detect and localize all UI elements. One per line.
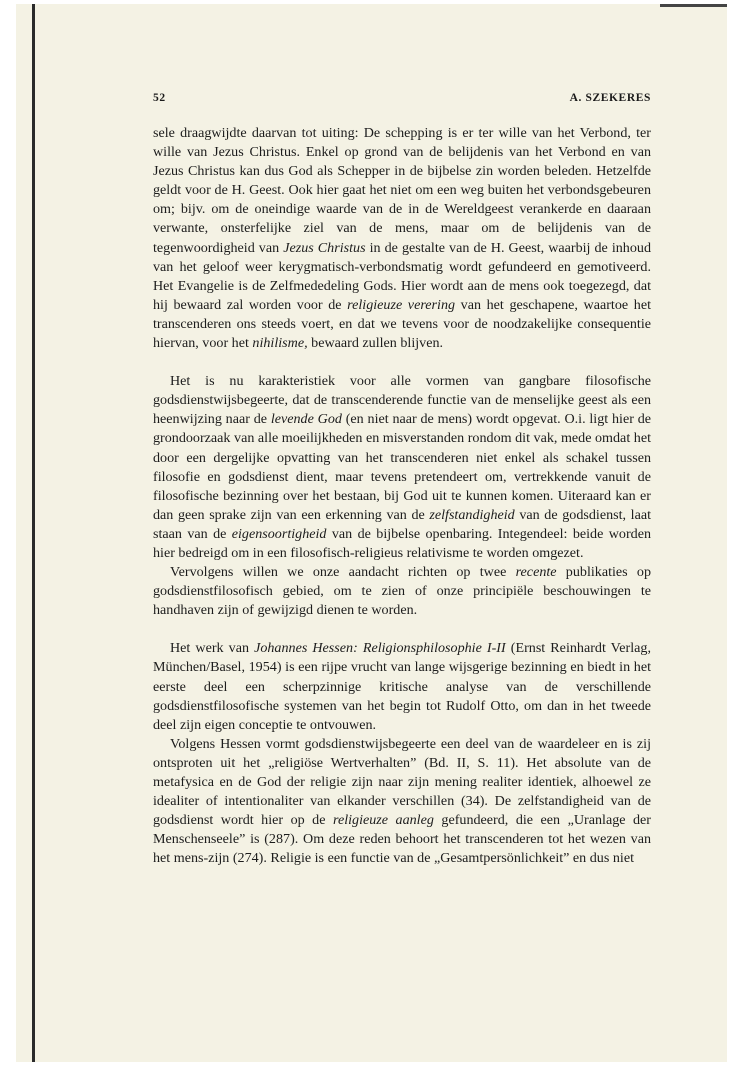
italic-run: recente xyxy=(515,564,557,581)
text-run: bewaard zullen blijven. xyxy=(307,335,444,352)
paragraph xyxy=(153,639,651,734)
running-author: A. SZEKERES xyxy=(569,92,651,104)
text-run: van het geschapene, waartoe het transcenderen ons steeds voert, en dat we tevens voor de noodzakelijke consequentie hiervan, voor het xyxy=(153,296,651,352)
text-run: in de gestalte van de H. Geest, waarbij de inhoud van het geloof weer kerygmatisch-verbondsmatig wordt gefundeerd en gemotiveerd. Het Evangelie is de Zelfmededeling Gods. Hier wordt aan de mens ook toegezegd, dat hij bewaard zal worden voor de xyxy=(153,239,651,313)
page-number: 52 xyxy=(153,92,166,104)
text-run: Het is nu karakteristiek voor alle vormen van gangbare filosofische godsdienstwijsbegeerte, dat de transcenderende functie van de menselijke geest als een heenwijzing naar de xyxy=(153,373,651,428)
text-run: gefundeerd, die een „Uranlage der Menschenseele” is (287). Om deze reden behoort het transcenderen tot het wezen van het mens-zijn (274). Religie is een functie van de „Gesamtpersönlichkeit” en dus niet xyxy=(153,812,651,867)
text-run: Vervolgens willen we onze aandacht richten op twee xyxy=(170,564,516,581)
text-run: van de bijbelse openbaring. Integendeel: beide worden hier bedreigd om in een filosofisch-religieus relativisme te worden omgezet. xyxy=(153,525,651,561)
italic-run: eigensoortigheid xyxy=(231,525,327,542)
paragraph xyxy=(153,124,651,353)
running-header xyxy=(153,92,651,108)
text-run: (Ernst Reinhardt Verlag, München/Basel, 1954) is een rijpe vrucht van lange wijsgerige bezinning en biedt in het eerste deel een scherpzinnige kritische analyse van de verschillende godsdienstfilosofische systemen van het begin tot Rudolf Otto, om dan in het tweede deel zijn eigen conceptie te ontvouwen. xyxy=(153,640,651,733)
scan-edge-left xyxy=(32,4,35,1062)
italic-run: Jezus Christus xyxy=(283,239,366,256)
text-run: van de godsdienst, laat staan van de xyxy=(153,506,652,542)
text-run: publikaties op godsdienstfilosofisch gebied, om te zien of onze principiële beschouwingen te handhaven zijn of gewijzigd dienen te worden. xyxy=(153,564,651,619)
text-run: Het werk van xyxy=(170,640,255,657)
italic-run: levende God xyxy=(270,411,342,428)
italic-run: Johannes Hessen: Religionsphilosophie I-II xyxy=(254,640,506,657)
scan-edge-top xyxy=(660,4,727,7)
italic-run: nihilisme, xyxy=(252,335,308,352)
text-run: sele draagwijdte daarvan tot uiting: De schepping is er ter wille van het Verbond, ter wille van Jezus Christus. Enkel op grond van de belijdenis van het Verbond en van Jezus Christus kan dus God als Schepper in de bijbelse zin worden beleden. Hetzelfde geldt voor de H. Geest. Ook hier gaat het niet om een weg buiten het verbondsgebeuren om; bijv. om de oneindige waarde van de in de Wereldgeest verankerde en daaraan verwante, onsterfelijke ziel van de mens, maar om de belijdenis van de tegenwoordigheid van xyxy=(153,125,651,256)
italic-run: religieuze aanleg xyxy=(332,812,434,829)
italic-run: religieuze verering xyxy=(347,296,456,313)
text-run: (en niet naar de mens) wordt opgevat. O.i. ligt hier de grondoorzaak van alle moeilijkheden en misverstanden rondom dit vak, mede omdat het door een dergelijke opvatting van het transcenderen niet enkel als schakel tussen filosofie en godsdienst dient, maar tevens pretendeert om, vertrekkende vanuit de filosofische bezinning over het bestaan, bij God uit te kunnen komen. Uiteraard kan er dan geen sprake zijn van een erkenning van de xyxy=(153,411,651,523)
body-text xyxy=(153,124,651,868)
paragraph xyxy=(153,735,651,869)
paragraph xyxy=(153,372,651,563)
text-run: Volgens Hessen vormt godsdienstwijsbegeerte een deel van de waardeleer en is zij ontsproten uit het „religiöse Wertverhalten” (Bd. II, S. 11). Het absolute van de metafysica en de God der religie zijn naar zijn mening realiter identiek, alhoewel ze idealiter of intentionaliter van elkander verschillen (34). De zelfstandigheid van de godsdienst wordt hier op de xyxy=(153,735,651,829)
italic-run: zelfstandigheid xyxy=(429,506,515,523)
paragraph xyxy=(153,563,651,620)
